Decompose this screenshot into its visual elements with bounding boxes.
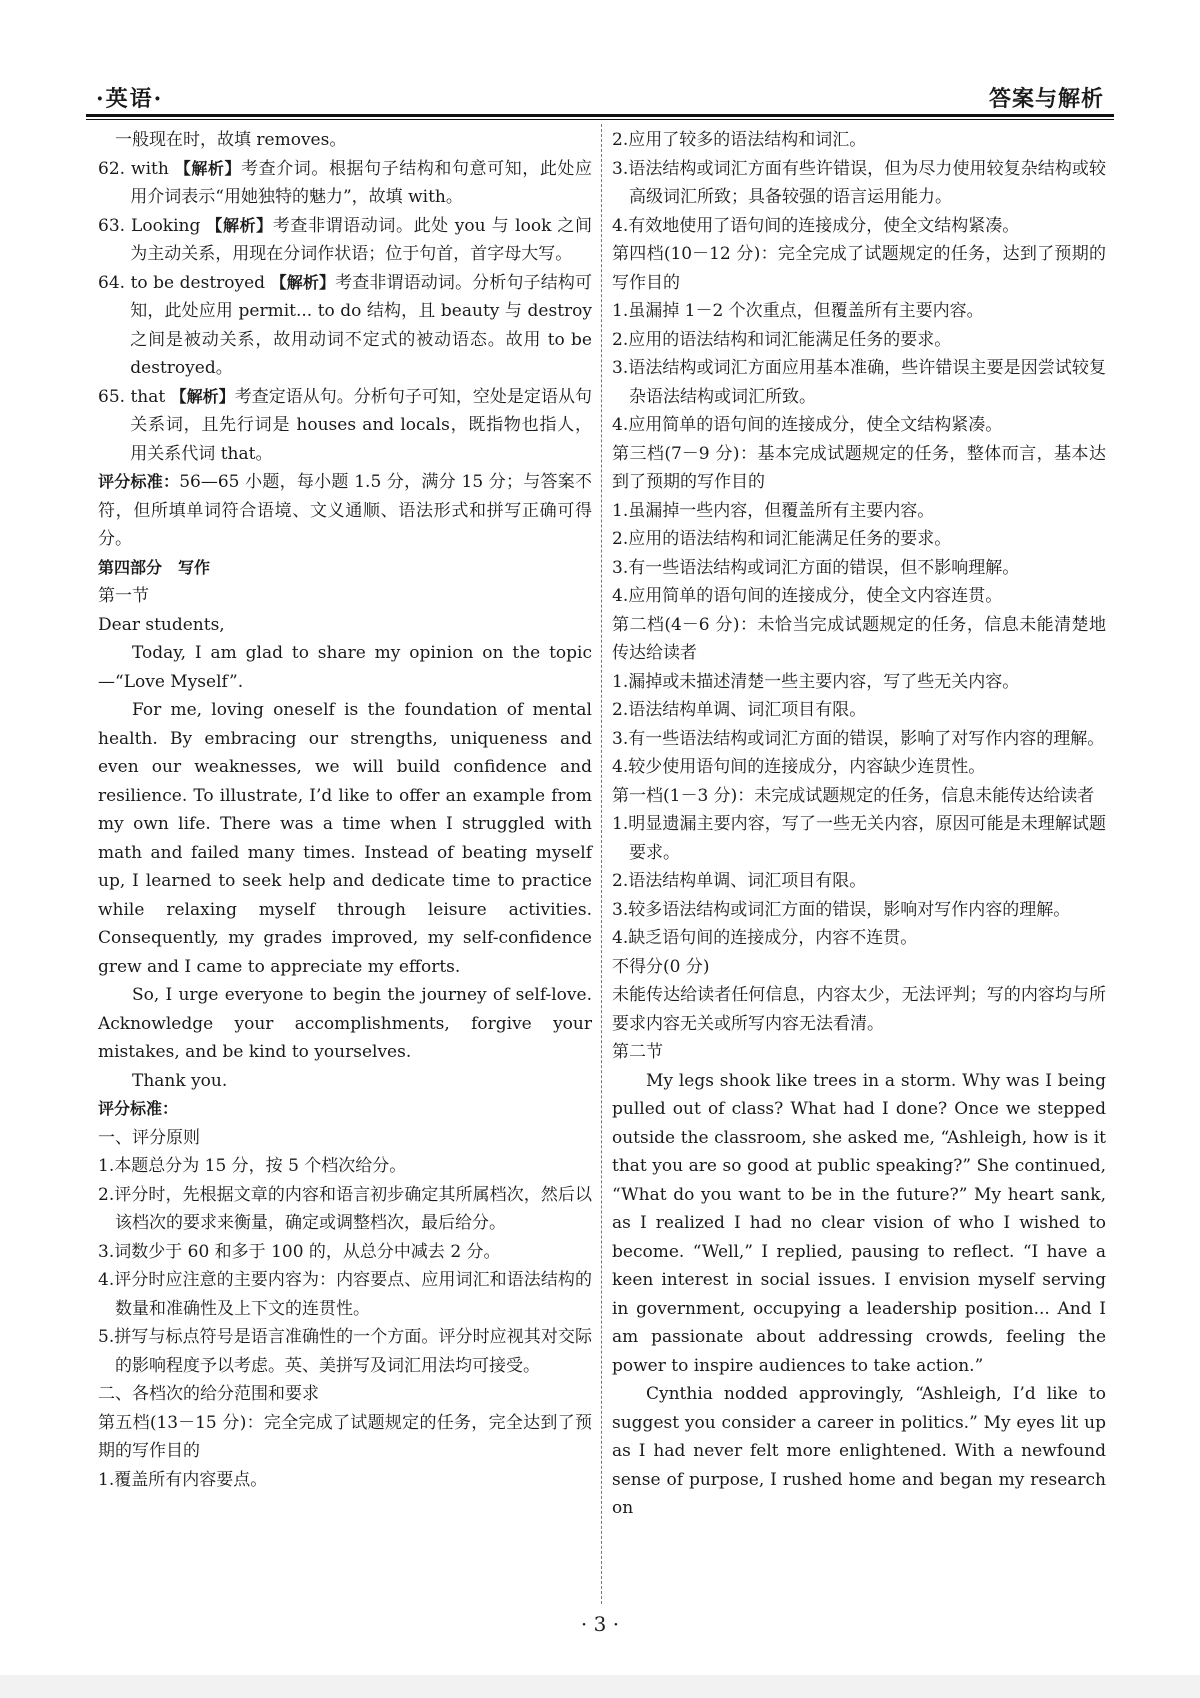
analysis-tag: 【解析】: [170, 386, 235, 406]
right-column: [612, 126, 1106, 1523]
grade-item: 2.应用了较多的语法结构和词汇。: [612, 130, 867, 150]
grade-level-0: 不得分(0 分): [612, 956, 710, 977]
analysis-text: 考查介词。根据句子结构和句意可知，此处应用介词表示“用她独特的魅力”，故填 with。: [130, 158, 592, 207]
grade-level-5: 第五档(13－15 分)：完全完成了试题规定的任务，完全达到了预期的写作目的: [98, 1412, 592, 1461]
essay-paragraph-3: So, I urge everyone to begin the journey of self-love. Acknowledge your accomplishments, forgive your mistakes, and be kind to yourselves.: [98, 985, 592, 1062]
grade-level-4: 第四档(10－12 分)：完全完成了试题规定的任务，达到了预期的写作目的: [612, 244, 1106, 293]
grade-item: 4.应用简单的语句间的连接成分，使全文结构紧凑。: [612, 415, 1003, 435]
grade-item: 2.语法结构单调、词汇项目有限。: [612, 700, 867, 720]
rubric-item: 1.本题总分为 15 分，按 5 个档次给分。: [98, 1156, 407, 1176]
scoring-text: 56—65 小题，每小题 1.5 分，满分 15 分；与答案不符，但所填单词符合语境、文义通顺、语法形式和拼写正确可得分。: [98, 472, 592, 549]
grade-item: 4.有效地使用了语句间的连接成分，使全文结构紧凑。: [612, 215, 1020, 236]
grade-item: 1.漏掉或未描述清楚一些主要内容，写了些无关内容。: [612, 671, 1020, 692]
grade-item: 2.语法结构单调、词汇项目有限。: [612, 871, 867, 891]
analysis-text: 考查定语从句。分析句子可知，空处是定语从句关系词，且先行词是 houses and locals，既指物也指人，用关系代词 that。: [130, 386, 592, 464]
grade-item: 4.缺乏语句间的连接成分，内容不连贯。: [612, 928, 918, 948]
grade-item: 3.语法结构或词汇方面有些许错误，但为尽力使用较复杂结构或较高级词汇所致；具备较强的语言运用能力。: [612, 158, 1106, 207]
section-heading: 第一节: [98, 586, 149, 606]
scoring-note: [98, 468, 592, 554]
analysis-text: 考查非谓语动词。此处 you 与 look 之间为主动关系，用现在分词作状语；位于句首，首字母大写。: [130, 215, 592, 264]
essay-greeting: Dear students,: [98, 614, 225, 635]
header-rule-thin: [86, 119, 1114, 120]
rubric-item: 2.评分时，先根据文章的内容和语言初步确定其所属档次，然后以该档次的要求来衡量，确定或调整档次，最后给分。: [98, 1184, 592, 1233]
answer-key: 65. that: [98, 386, 171, 407]
section-title: 答案与解析: [988, 86, 1104, 112]
header-rule: [86, 114, 1114, 117]
column-divider: [601, 124, 602, 1604]
scan-edge: [0, 1675, 1200, 1698]
rubric-item: 4.评分时应注意的主要内容为：内容要点、应用词汇和语法结构的数量和准确性及上下文的连贯性。: [98, 1270, 592, 1319]
grade-level-1: 第一档(1－3 分)：未完成试题规定的任务，信息未能传达给读者: [612, 785, 1095, 806]
analysis-tag: 【解析】: [174, 158, 242, 178]
grade-item: 3.较多语法结构或词汇方面的错误，影响对写作内容的理解。: [612, 899, 1071, 920]
grade-level-2: 第二档(4－6 分)：未恰当完成试题规定的任务，信息未能清楚地传达给读者: [612, 614, 1106, 663]
answer-64: [98, 269, 592, 383]
grade-levels-heading: 二、各档次的给分范围和要求: [98, 1384, 319, 1404]
grade-level-3: 第三档(7－9 分)：基本完成试题规定的任务，整体而言，基本达到了预期的写作目的: [612, 443, 1106, 492]
analysis-tag: 【解析】: [206, 215, 273, 235]
rubric-heading: 评分标准：: [98, 1099, 179, 1118]
page-number: · 3 ·: [580, 1612, 620, 1636]
essay-paragraph-1: Today, I am glad to share my opinion on the topic—“Love Myself”.: [98, 643, 592, 692]
grade-item: 1.虽漏掉一些内容，但覆盖所有主要内容。: [612, 500, 935, 521]
grade-item: 3.语法结构或词汇方面应用基本准确，些许错误主要是因尝试较复杂语法结构或词汇所致。: [612, 358, 1106, 407]
story-paragraph-2: Cynthia nodded approvingly, “Ashleigh, I’d like to suggest you consider a career in politics.” My eyes lit up as I had never felt more enlightened. With a newfound sense of purpose, I rushed home and began my research on: [612, 1384, 1106, 1518]
subject-label: ·英语·: [96, 86, 164, 112]
answer-62: [98, 155, 592, 212]
scoring-label: 评分标准：: [98, 472, 180, 491]
grade-item: 4.应用简单的语句间的连接成分，使全文内容连贯。: [612, 586, 1003, 606]
rubric-principles-heading: 一、评分原则: [98, 1127, 200, 1148]
part-heading: 第四部分 写作: [98, 557, 211, 577]
grade-item: 4.较少使用语句间的连接成分，内容缺少连贯性。: [612, 757, 986, 777]
answer-continuation: 一般现在时，故填 removes。: [115, 130, 347, 150]
analysis-text: 考查非谓语动词。分析句子结构可知，此处应用 permit... to do 结构，且 beauty 与 destroy 之间是被动关系，故用动词不定式的被动语态。故用 to be destroyed。: [130, 272, 592, 378]
grade-item: 2.应用的语法结构和词汇能满足任务的要求。: [612, 329, 952, 350]
story-paragraph-1: My legs shook like trees in a storm. Why was I being pulled out of class? What had I done? Once we stepped outside the classroom, she asked me, “Ashleigh, how is it that you are so good at public speaking?” She continued, “What do you want to be in the future?” My heart sank, as I realized I had no clear vision of who I wished to become. “Well,” I replied, pausing to reflect. “I have a keen interest in social issues. I envision myself serving in government, occupying a leadership position... And I am passionate about addressing crowds, feeling the power to inspire audiences to take action.”: [612, 1070, 1106, 1376]
analysis-tag: 【解析】: [270, 272, 336, 292]
page-header: [86, 78, 1114, 114]
grade-item: 1.虽漏掉 1－2 个次重点，但覆盖所有主要内容。: [612, 301, 984, 321]
answer-key: 63. Looking: [98, 215, 207, 236]
grade-item: 3.有一些语法结构或词汇方面的错误，影响了对写作内容的理解。: [612, 728, 1105, 749]
grade-item: 2.应用的语法结构和词汇能满足任务的要求。: [612, 529, 952, 549]
section-heading: 第二节: [612, 1042, 663, 1062]
answer-63: [98, 212, 592, 269]
answer-key: 64. to be destroyed: [98, 272, 271, 293]
essay-paragraph-2: For me, loving oneself is the foundation of mental health. By embracing our strengths, uniqueness and even our weaknesses, we will build confidence and resilience. To illustrate, I’d like to offer an example from my own life. There was a time when I struggled with math and failed many times. Instead of beating myself up, I learned to seek help and dedicate time to practice while relaxing myself through leisure activities. Consequently, my grades improved, my self-confidence grew and I came to appreciate my efforts.: [98, 700, 592, 977]
left-column: [98, 126, 592, 1494]
rubric-item: 5.拼写与标点符号是语言准确性的一个方面。评分时应视其对交际的影响程度予以考虑。英、美拼写及词汇用法均可接受。: [98, 1327, 592, 1376]
grade-item: 1.明显遗漏主要内容，写了一些无关内容，原因可能是未理解试题要求。: [612, 814, 1106, 863]
grade-item: 1.覆盖所有内容要点。: [98, 1469, 268, 1490]
answer-65: [98, 383, 592, 469]
essay-closing: Thank you.: [132, 1070, 228, 1091]
grade-item: 3.有一些语法结构或词汇方面的错误，但不影响理解。: [612, 557, 1020, 578]
rubric-item: 3.词数少于 60 和多于 100 的，从总分中减去 2 分。: [98, 1241, 501, 1262]
grade-item: 未能传达给读者任何信息，内容太少，无法评判；写的内容均与所要求内容无关或所写内容无法看清。: [612, 985, 1106, 1034]
answer-key: 62. with: [98, 158, 175, 179]
